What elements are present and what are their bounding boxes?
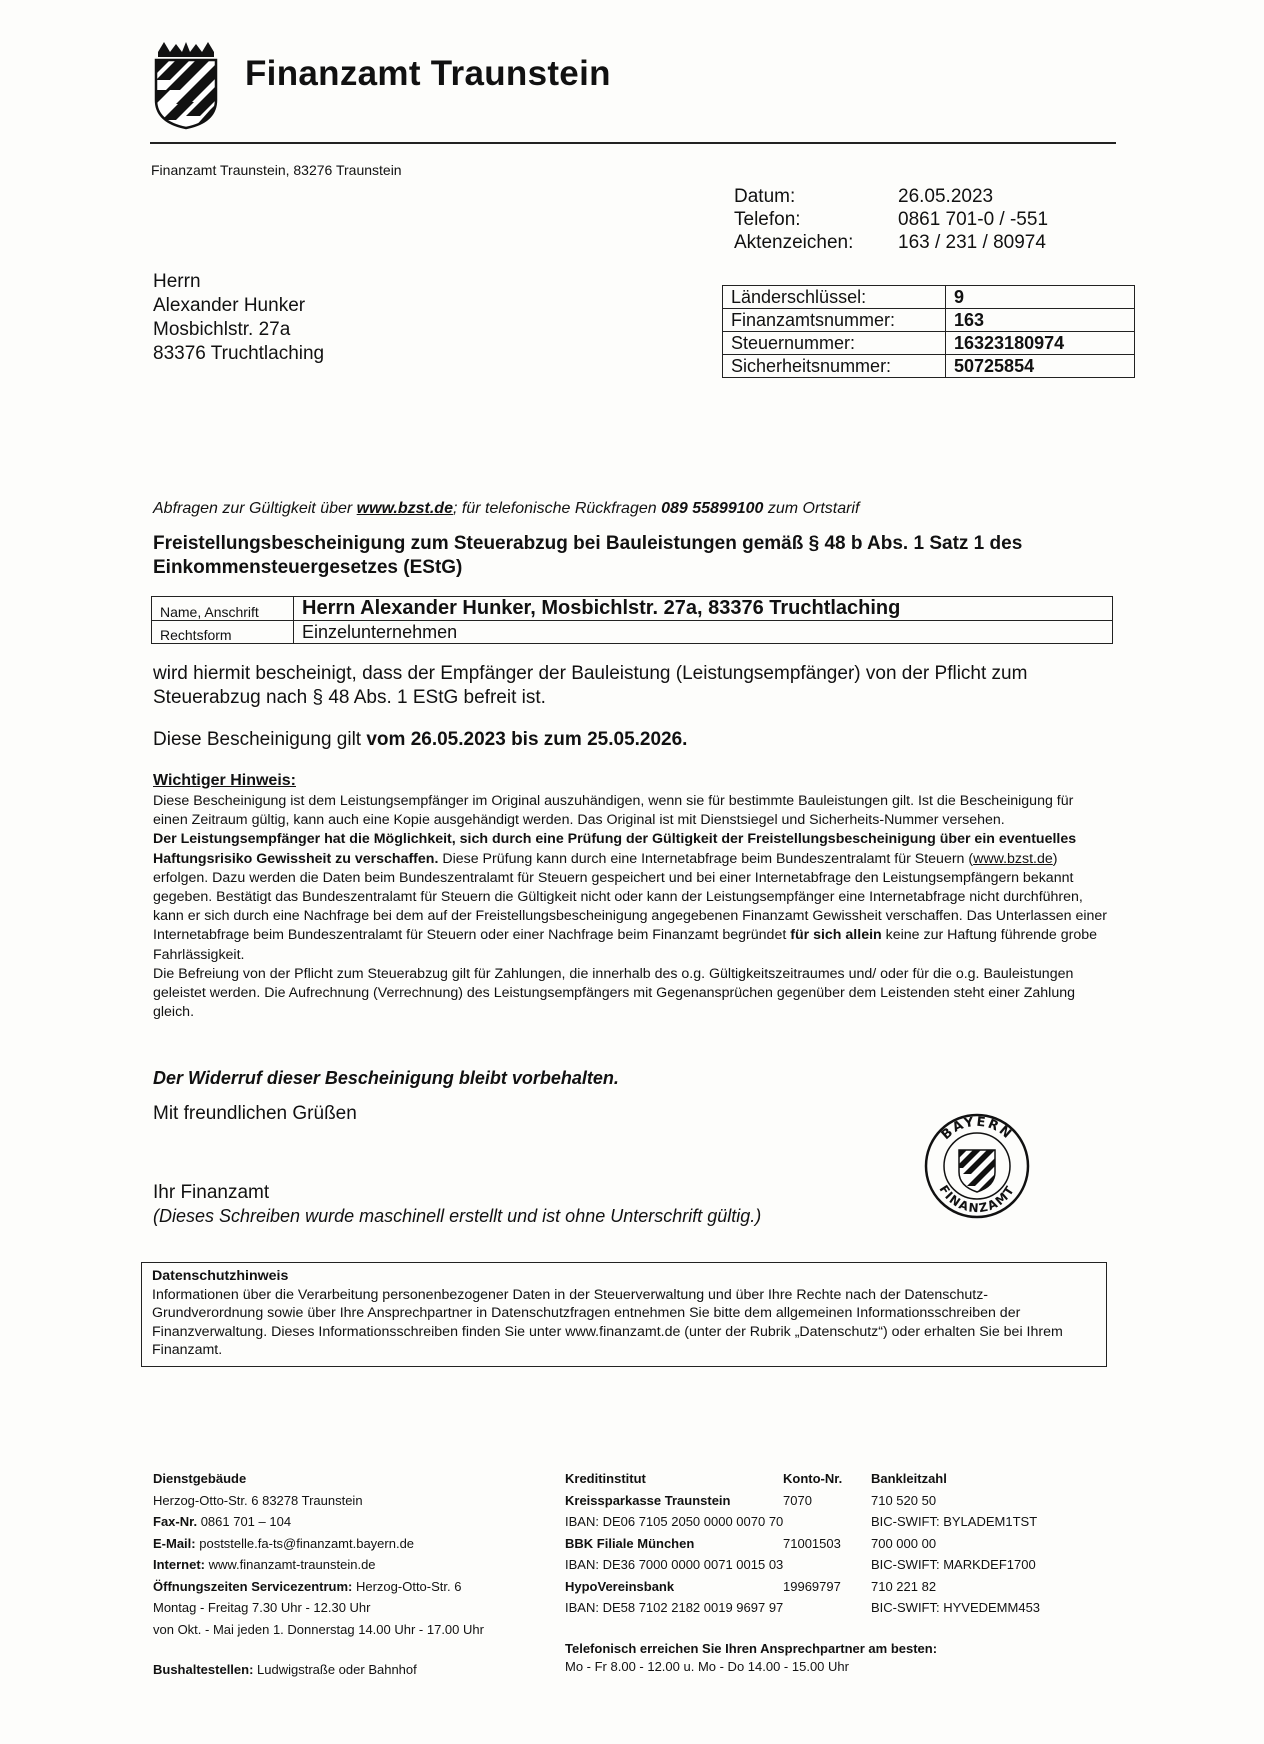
footer-phone-hours (565, 1640, 937, 1676)
letter-meta (734, 185, 1048, 254)
footer-building-label: Dienstgebäude (153, 1471, 247, 1486)
hint-bold-2: für sich allein (790, 927, 882, 944)
tax-id-value: 50725854 (946, 355, 1135, 378)
recipient-street: Mosbichlstr. 27a (153, 319, 291, 340)
footer-phone-heading: Telefonisch erreichen Sie Ihren Ansprechpartner am besten: (565, 1641, 938, 1656)
validity-prefix: Diese Bescheinigung gilt (153, 729, 367, 750)
tax-id-label: Finanzamtsnummer: (723, 309, 946, 332)
bank-account: 19969797 (783, 1578, 841, 1594)
footer-address: Herzog-Otto-Str. 6 83278 Traunstein (153, 1492, 363, 1508)
verification-suffix: zum Ortstarif (763, 500, 860, 517)
meta-row-date (734, 185, 1048, 208)
holder-name-label: Name, Anschrift (152, 597, 294, 621)
footer-transit-label: Bushaltestellen: (153, 1662, 254, 1677)
bank-bic: BIC-SWIFT: MARKDEF1700 (871, 1557, 1036, 1572)
holder-row-form (152, 621, 1113, 644)
svg-text:BAYERN (939, 1115, 1016, 1143)
privacy-text: Informationen über die Verarbeitung personenbezogener Daten in der Steuerverwaltung und über Ihre Rechte nach der Datenschutz-Grundverordnung sowie über Ihre Ansprechpartner in Datenschutzfragen entnehmen Sie bitte dem allgemeinen Informationsschreiben der Finanzverwaltung. Dieses Informationsschreiben finden Sie unter www.finanzamt.de (unter der Rubrik „Datenschutz“) oder erhalten Sie bei Ihrem Finanzamt. (152, 1286, 1063, 1358)
footer-fax (153, 1511, 484, 1533)
footer-transit (153, 1659, 417, 1681)
recipient-city: 83376 Truchtlaching (153, 343, 325, 364)
bank-row (565, 1533, 1040, 1555)
machine-generated-note: (Dieses Schreiben wurde maschinell erstellt und ist ohne Unterschrift gültig.) (153, 1206, 762, 1226)
tax-id-value: 163 (946, 309, 1135, 332)
signoff: Ihr Finanzamt (153, 1182, 270, 1203)
hint-paragraph-1: Diese Bescheinigung ist dem Leistungsempfänger im Original auszuhändigen, wenn sie für bestimmte Bauleistungen gilt. Ist die Bescheinigung für einen Zeitraum gültig, kann auch eine Kopie ausgehändigt werden. Das Original ist mit Dienstsiegel und Sicherheits-Nummer versehen. (153, 793, 1074, 829)
bank-row-iban (565, 1554, 1040, 1576)
holder-form-cell (294, 621, 1113, 644)
hint-text-b: ) erfolgen. Dazu werden die Daten beim Bundeszentralamt für Steuern gespeichert und bei einer Internetabfrage den Leistungsempfängern bekannt gegeben. Bestätigt das Bundeszentralamt für Steuern die Gültigkeit nicht oder kann der Leistungsempfänger eine Internetabfrage nicht durchführen, kann er sich durch eine Nachfrage bei dem auf der Freistellungsbescheinigung angegebenen Finanzamt Gewissheit verschaffen. Das Unterlassen einer Internetabfrage beim Bundeszentralamt für Steuern oder einer Nachfrage beim Finanzamt begründet (153, 850, 1108, 944)
tax-id-row (723, 309, 1135, 332)
seal-bottom-text: FINANZAMT (936, 1182, 1018, 1216)
revocation-notice: Der Widerruf dieser Bescheinigung bleibt vorbehalten. (153, 1068, 619, 1088)
meta-label: Telefon: (734, 209, 801, 230)
recipient-salutation: Herrn (153, 271, 201, 292)
holder-name-value: Herrn Alexander Hunker, Mosbichlstr. 27a, 83376 Truchtlaching (302, 597, 901, 619)
bank-name: Kreissparkasse Traunstein (565, 1492, 731, 1508)
bzst-link[interactable]: www.bzst.de (356, 500, 453, 517)
header-divider (150, 142, 1116, 144)
bank-iban: IBAN: DE36 7000 0000 0071 0015 03 (565, 1557, 784, 1572)
footer-internet (153, 1554, 484, 1576)
verification-phone: 089 55899100 (661, 500, 764, 517)
bank-account: 7070 (783, 1492, 812, 1508)
meta-label: Aktenzeichen: (734, 232, 854, 253)
hint-heading: Wichtiger Hinweis: (153, 772, 296, 789)
bank-header-row (565, 1468, 1040, 1490)
verification-prefix: Abfragen zur Gültigkeit über (153, 500, 357, 517)
bank-header-blz: Bankleitzahl (871, 1471, 947, 1486)
footer-phone-hours-text: Mo - Fr 8.00 - 12.00 u. Mo - Do 14.00 - 15.00 Uhr (565, 1659, 849, 1674)
bank-account: 71001503 (783, 1535, 841, 1551)
meta-row-reference (734, 231, 1048, 254)
hint-text (153, 792, 1111, 1022)
bavarian-crest-logo (150, 42, 222, 130)
holder-name-cell (294, 597, 1113, 621)
tax-id-row (723, 332, 1135, 355)
authority-title: Finanzamt Traunstein (245, 54, 611, 93)
meta-value: 26.05.2023 (898, 186, 994, 207)
bank-name: BBK Filiale München (565, 1535, 695, 1551)
footer-transit-value: Ludwigstraße oder Bahnhof (253, 1662, 417, 1677)
hint-paragraph-2 (153, 830, 1111, 964)
bank-blz: 700 000 00 (871, 1535, 937, 1551)
meta-value: 163 / 231 / 80974 (898, 232, 1046, 253)
closing-greeting: Mit freundlichen Grüßen (153, 1103, 357, 1124)
bank-row-iban (565, 1597, 1040, 1619)
hint-paragraph-3: Die Befreiung von der Pflicht zum Steuerabzug gilt für Zahlungen, die innerhalb des o.g. Gültigkeitszeitraumes und/ oder für die o.g. Bauleistungen geleistet werden. Die Aufrechnung (Verrechnung) des Leistungsempfängers mit Gegenansprüchen gegenüber dem Leistenden steht einer Zahlung gleich. (153, 965, 1075, 1021)
meta-row-phone (734, 208, 1048, 231)
footer-hours-1: Montag - Freitag 7.30 Uhr - 12.30 Uhr (153, 1600, 371, 1615)
footer-fax-label: Fax-Nr. (153, 1514, 198, 1529)
validity-period: vom 26.05.2023 bis zum 25.05.2026. (366, 729, 688, 750)
bank-row-iban (565, 1511, 1040, 1533)
footer-bank-info (565, 1468, 1040, 1619)
bank-blz: 710 520 50 (871, 1492, 937, 1508)
bzst-link-inline[interactable]: www.bzst.de (973, 850, 1053, 867)
tax-id-label: Steuernummer: (723, 332, 946, 355)
bank-bic: BIC-SWIFT: HYVEDEMM453 (871, 1600, 1041, 1615)
footer-hours-2: von Okt. - Mai jeden 1. Donnerstag 14.00 Uhr - 17.00 Uhr (153, 1621, 484, 1637)
privacy-notice-box (141, 1262, 1107, 1367)
footer-internet-value[interactable]: www.finanzamt-traunstein.de (205, 1557, 376, 1572)
bank-header-institute: Kreditinstitut (565, 1471, 646, 1486)
privacy-heading: Datenschutzhinweis (152, 1268, 289, 1284)
bank-blz: 710 221 82 (871, 1578, 937, 1594)
footer-hours-label: Öffnungszeiten Servicezentrum: (153, 1578, 353, 1594)
footer-email (153, 1533, 484, 1555)
footer-hours-place: Herzog-Otto-Str. 6 (352, 1578, 462, 1594)
document-title: Freistellungsbescheinigung zum Steuerabzug bei Bauleistungen gemäß § 48 b Abs. 1 Satz 1 des Einkommensteuergesetzes (EStG) (153, 533, 1023, 578)
official-seal-stamp (923, 1112, 1031, 1220)
bank-iban: IBAN: DE58 7102 2182 0019 9697 97 (565, 1600, 784, 1615)
holder-form-value: Einzelunternehmen (302, 621, 458, 642)
verification-middle: ; für telefonische Rückfragen (452, 500, 662, 517)
tax-id-label: Länderschlüssel: (723, 286, 946, 309)
footer-office-info (153, 1468, 484, 1640)
footer-email-value[interactable]: poststelle.fa-ts@finanzamt.bayern.de (195, 1535, 415, 1551)
hint-text-c: keine zur Haftung führende grobe Fahrlässigkeit. (153, 927, 1098, 963)
bank-bic: BIC-SWIFT: BYLADEM1TST (871, 1514, 1038, 1529)
tax-id-row (723, 286, 1135, 309)
exemption-statement: wird hiermit bescheinigt, dass der Empfänger der Bauleistung (Leistungsempfänger) von der Pflicht zum Steuerabzug nach § 48 Abs. 1 EStG befreit ist. (153, 663, 1028, 708)
recipient-name: Alexander Hunker (153, 295, 306, 316)
holder-row-name (152, 597, 1113, 621)
footer-hours-header (153, 1576, 484, 1598)
bank-name: HypoVereinsbank (565, 1578, 675, 1594)
bank-row (565, 1490, 1040, 1512)
tax-id-label: Sicherheitsnummer: (723, 355, 946, 378)
recipient-address (153, 270, 324, 366)
hint-text-a: Diese Prüfung kann durch eine Internetabfrage beim Bundeszentralamt für Steuern ( (438, 850, 974, 867)
tax-id-table (722, 285, 1135, 378)
bank-row (565, 1576, 1040, 1598)
return-address: Finanzamt Traunstein, 83276 Traunstein (151, 162, 402, 178)
footer-email-label: E-Mail: (153, 1535, 196, 1551)
verification-note (153, 500, 859, 518)
footer-fax-value: 0861 701 – 104 (197, 1514, 292, 1529)
tax-id-value: 16323180974 (946, 332, 1135, 355)
hint-bold: Der Leistungsempfänger hat die Möglichkeit, sich durch eine Prüfung der Gültigkeit der Freistellungsbescheinigung über ein eventuelles Haftungsrisiko Gewissheit zu verschaffen. (153, 831, 1077, 867)
seal-top-text: BAYERN (938, 1114, 1016, 1144)
tax-id-value: 9 (946, 286, 1135, 309)
holder-table (151, 596, 1113, 644)
bank-iban: IBAN: DE06 7105 2050 0000 0070 70 (565, 1514, 784, 1529)
validity-statement (153, 729, 687, 751)
meta-value: 0861 701-0 / -551 (898, 209, 1049, 230)
bank-header-account: Konto-Nr. (783, 1471, 843, 1486)
holder-form-label: Rechtsform (152, 621, 294, 644)
tax-id-row (723, 355, 1135, 378)
meta-label: Datum: (734, 186, 796, 207)
footer-internet-label: Internet: (153, 1557, 205, 1572)
